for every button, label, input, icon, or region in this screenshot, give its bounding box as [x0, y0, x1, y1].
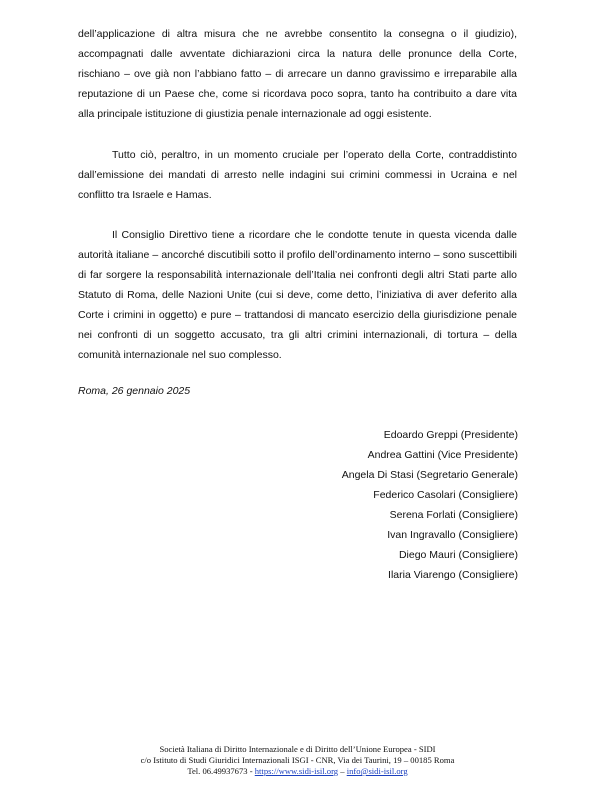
signature-block [342, 425, 518, 585]
signature-councillor-casolari: Federico Casolari (Consigliere) [373, 489, 518, 501]
paragraph-3-container [78, 225, 517, 365]
footer-telephone: Tel. 06.49937673 - [187, 766, 253, 776]
footer-website-link[interactable]: https://www.sidi-isil.org [254, 766, 339, 776]
paragraph-2-container [78, 145, 517, 205]
signature-councillor-forlati: Serena Forlati (Consigliere) [389, 509, 518, 521]
signature-secretary-general: Angela Di Stasi (Segretario Generale) [341, 469, 518, 481]
footer-separator: – [340, 766, 345, 776]
footer-address: c/o Istituto di Studi Giuridici Internazionali ISGI - CNR, Via dei Taurini, 19 – 00185 Roma [140, 755, 455, 765]
signature-councillor-mauri: Diego Mauri (Consigliere) [398, 549, 518, 561]
signature-councillor-viarengo: Ilaria Viarengo (Consigliere) [388, 569, 518, 581]
paragraph-1: dell’applicazione di altra misura che ne avrebbe consentito la consegna o il giudizio), accompagnati dalle avventate dichiarazioni circa la natura delle pronunce della Corte, rischiano – ove già non l’abbiano fatto – di arrecare un danno gravissimo e irreparabile alla reputazione di un Paese che, come si ricordava poco sopra, tanto ha contribuito a dare vita alla principale istituzione di giustizia penale internazionale ad oggi esistente. [78, 28, 517, 120]
paragraph-3: Il Consiglio Direttivo tiene a ricordare che le condotte tenute in questa vicenda dalle autorità italiane – ancorché discutibili sotto il profilo dell’ordinamento interno – sono suscettibili di far sorgere la responsabilità internazionale dell’Italia nei confronti degli altri Stati parte allo Statuto di Roma, delle Nazioni Unite (cui si deve, come detto, l’iniziativa di aver deferito alla Corte i crimini in oggetto) e pure – trattandosi di mancato esercizio della giurisdizione penale nei confronti di un soggetto accusato, tra gli altri crimini internazionali, di tortura – della comunità internazionale nel suo complesso. [78, 229, 517, 361]
paragraph-2: Tutto ciò, peraltro, in un momento cruciale per l’operato della Corte, contraddistinto dall’emissione dei mandati di arresto nelle indagini sui crimini commessi in Ucraina e nel conflitto tra Israele e Hamas. [78, 149, 517, 201]
signature-president: Edoardo Greppi (Presidente) [383, 429, 518, 441]
footer-contacts [0, 766, 595, 777]
page-footer [0, 744, 595, 777]
footer-organization: Società Italiana di Diritto Internazionale e di Diritto dell’Unione Europea - SIDI [159, 744, 436, 754]
footer-email-link[interactable]: info@sidi-isil.org [346, 766, 408, 776]
signature-councillor-ingravallo: Ivan Ingravallo (Consigliere) [387, 529, 518, 541]
document-date: Roma, 26 gennaio 2025 [78, 385, 191, 397]
signature-vice-president: Andrea Gattini (Vice Presidente) [367, 449, 518, 461]
paragraph-1-container [78, 24, 517, 124]
